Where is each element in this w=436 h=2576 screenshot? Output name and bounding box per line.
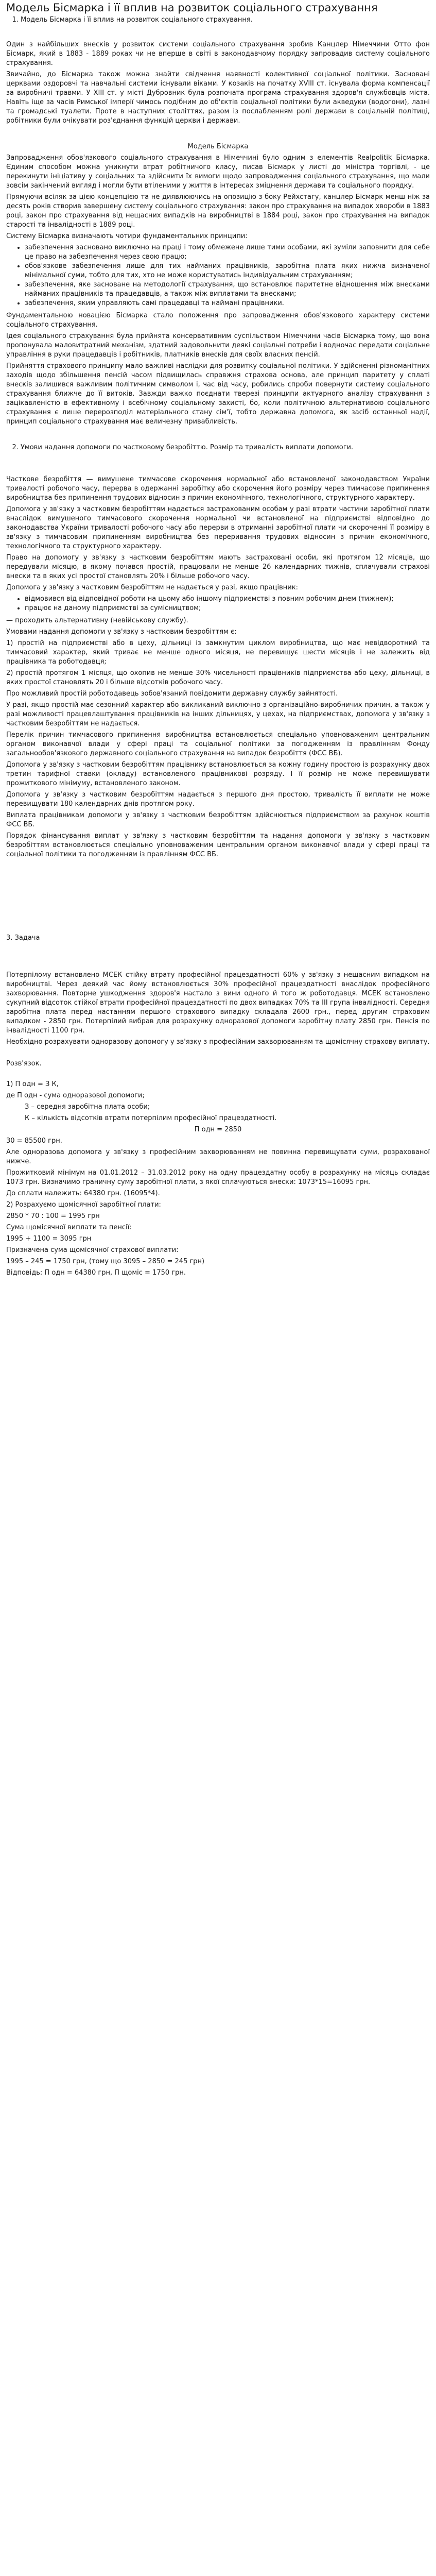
section-heading-1: 1. Модель Бісмарка і її вплив на розвиток соціального страхування. bbox=[21, 15, 430, 25]
list-item: • обов'язкове забезпечення лише для тих найманих працівників, заробітна плата яких нижча визначеної мінімальної суми, тобто для тих, хто не може користуватись індивідуальним страхуванням; bbox=[25, 262, 430, 280]
paragraph: Але одноразова допомога у зв'язку з професійним захворюванням не повинна перевищувати суми, розрахованої нижче. bbox=[6, 1148, 430, 1165]
paragraph: — проходить альтернативну (невійськову службу). bbox=[6, 617, 188, 624]
paragraph: Допомога у зв'язку з частковим безробіттям надається застрахованим особам у разі втрати частини заробітної плати внаслідок вимушеного тимчасового скорочення нормальної чи встановленої на підприємстві відповідно до законодавства України тривалості робочого часу або перерви в отриманні заробітної плати чи скороченні її розміру в зв'язку з тимчасовим припиненням виробництва без переривання трудових відносин з причин економічного, технологічного та структурного характеру. bbox=[6, 505, 430, 550]
formula-line: Сума щомісячної виплати та пенсії: bbox=[6, 1224, 132, 1231]
section-heading-3: 3. Задача bbox=[6, 934, 40, 942]
document-title: Модель Бісмарка і її вплив на розвиток соціального страхування bbox=[6, 2, 378, 14]
subsection-title: Модель Бісмарка bbox=[187, 143, 249, 150]
paragraph: Звичайно, до Бісмарка також можна знайти свідчення наявності колективної соціальної політики. Засновані церквами оздоровчі та навчальні системи існували віками. У козаків на початку XVIII ст. існувала форма компенсації за виробничі травми. У XIII ст. у місті Дубровник була розпочата програма страхування здоров'я службовців міста. Навіть іще за часів Римської імперії чимось подібним до об'єктів соціальної політики були акведуки (водогони), лазні та громадські туалети. Проте в наступних століттях, разом із послабленням ролі держави в соціальній політиці, робітники були очікувати роз'єднання функцій церкви і держави. bbox=[6, 71, 430, 125]
formula-line: де П одн - сума одноразової допомоги; bbox=[6, 1092, 145, 1099]
formula-line: К – кількість відсотків втрати потерпілим професійної працездатності. bbox=[25, 1114, 277, 1122]
paragraph: Запровадження обов'язкового соціального страхування в Німеччині було одним з елементів Realpolitik Бісмарка. Єдиним способом можна уникнути втрат робітничого класу, писав Бісмарк у листі до міністра торгівлі, - це перекинути ініціативу у соціальних та здійснити їх вимоги щодо запровадження соціального страхування, що мали зовсім закінчений вигляд і могли бути втіленими у життя в інтересах зміцнення держави та соціального порядку. bbox=[6, 154, 430, 190]
formula-line: 1995 – 245 = 1750 грн, (тому що 3095 – 2850 = 245 грн) bbox=[6, 1258, 205, 1265]
formula-line: З – середня заробітна плата особи; bbox=[25, 1103, 150, 1111]
paragraph: Допомога у зв'язку з частковим безробіттям не надається у разі, якщо працівник: bbox=[6, 584, 298, 591]
paragraph: Один з найбільших внесків у розвиток системи соціального страхування зробив Канцлер Німеччини Отто фон Бісмарк, який в 1883 - 1889 роках чи не вперше в світі в законодавчому порядку запровадив систему соціального страхування. bbox=[6, 41, 430, 67]
principles-list bbox=[6, 243, 430, 308]
paragraph: Необхідно розрахувати одноразову допомогу у зв'язку з професійним захворюванням та щомісячну страхову виплату. bbox=[6, 1038, 430, 1046]
paragraph: Про можливий простій роботодавець зобов'язаний повідомити державну службу зайнятості. bbox=[6, 690, 338, 698]
paragraph: 1) простій на підприємстві або в цеху, дільниці із замкнутим циклом виробництва, що має невідворотний та тимчасовий характер, який триває не менше одного місяця, не перевищує шести місяців і не залежить від працівника та роботодавця; bbox=[6, 639, 430, 666]
paragraph: Прямуючи всіляк за цією концепцією та не диявлюючись на опозицію з боку Рейхстагу, канцлер Бісмарк менш ніж за десять років створив завершену систему соціального страхування: закон про страхування на випадок хвороби в 1883 році, закон про страхування від нещасних випадків на виробництві в 1884 році, закон про страхування на випадок старості та інвалідності в 1889 році. bbox=[6, 193, 430, 229]
formula-line: 2) Розрахуємо щомісячної заробітної плати: bbox=[6, 1201, 161, 1209]
section-heading-list bbox=[6, 15, 430, 25]
formula-line: 30 = 85500 грн. bbox=[6, 1137, 62, 1145]
paragraph: Ідея соціального страхування була прийнята консервативним суспільством Німеччини часів Бісмарка тому, що вона пропонувала маловитратний механізм, здатний задовольнити деякі соціальні потреби і водночас передати соціальне управління в руки працедавців і робітників, платників внесків для своїх власних пенсій. bbox=[6, 332, 430, 359]
paragraph: Умовами надання допомоги у зв'язку з частковим безробіттям є: bbox=[6, 628, 237, 636]
list-item: • забезпечення, яке засноване на методології страхування, що встановлює паритетне відношення між внесками найманих працівників та працедавців, а також між виплатами та внесками; bbox=[25, 280, 430, 299]
paragraph: Фундаментальною новацією Бісмарка стало положення про запровадження обов'язкового характеру системи соціального страхування. bbox=[6, 312, 430, 329]
paragraph: Потерпілому встановлено МСЕК стійку втрату професійної працездатності 60% у зв'язку з нещасним випадком на виробництві. Через деякий час йому встановлюється 30% професійної працездатності внаслідок професійного захворювання. Повторне ушкодження здоров'я настало з вини одного й того ж роботодавця. МСЕК встановлено сукупний відсоток стійкої втрати професійної працездатності по двох випадках 70% та ІІІ група інвалідності. Середня заробітна плата перед настанням першого страхового випадку складала 2600 грн., перед другим страховим випадком - 2850 грн. Потерпілий вибрав для розрахунку одноразової допомоги заробітну плату 2850 грн. Пенсія по інвалідності 1100 грн. bbox=[6, 971, 430, 1035]
paragraph: У разі, якщо простій має сезонний характер або викликаний виключно з організаційно-виробничих причин, а також у разі можливості працевлаштування працівників на інших дільницях, у цехах, на підприємствах, допомога у зв'язку з частковим безробіттям не надається. bbox=[6, 701, 430, 727]
formula-line: 2850 * 70 : 100 = 1995 грн bbox=[6, 1212, 100, 1220]
list-item: • забезпечення, яким управляють самі працедавці та наймані працівники. bbox=[25, 299, 430, 308]
list-item: • відмовився від відповідної роботи на цьому або іншому підприємстві з повним робочим днем (тижнем); bbox=[25, 595, 430, 604]
list-item: • забезпечення засновано виключно на праці і тому обмежене лише тими особами, які зуміли заповнити для себе це право на забезпечення через свою працю; bbox=[25, 243, 430, 262]
paragraph: Часткове безробіття — вимушене тимчасове скорочення нормальної або встановленої законодавством України тривалості робочого часу, перерва в одержанні заробітку або скорочення його розміру через тимчасове припинення виробництва без припинення трудових відносин з причин економічного, технологічного, структурного характеру. bbox=[6, 476, 430, 502]
paragraph: Виплата працівникам допомоги у зв'язку з частковим безробіттям здійснюється підприємством за рахунок коштів ФСС ВБ. bbox=[6, 811, 430, 828]
paragraph: Допомога у зв'язку з частковим безробіттям працівнику встановлюється за кожну годину простою із розрахунку двох третин тарифної ставки (окладу) встановленого працівникові розряду. І її розмір не може перевищувати прожиткового мінімуму, встановленого законом. bbox=[6, 761, 430, 787]
paragraph: Прийняття страхового принципу мало важливі наслідки для розвитку соціальної політики. У здійсненні різноманітних заходів щодо збільшення пенсій часом підвищилась справжня страхова основа, але принцип паритету у сплаті внесків залишився важливим політичним символом і, час від часу, робились спроби повернути систему соціального страхування ближче до її витоків. Завжди важко поєднати тверезі принципи актуарного аналізу страхування з зацікавленістю в ефективному і всебічному соціальному захисті, бо, коли політичною альтернативою соціального страхування є лише перерозподіл матеріального стану сім'ї, тобто державна допомога, як засіб останньої надії, принцип соціального страхування має величезну привабливість. bbox=[6, 362, 430, 426]
list-item: • працює на даному підприємстві за сумісництвом; bbox=[25, 604, 430, 613]
formula-line: До сплати належить: 64380 грн. (16095*4). bbox=[6, 1190, 160, 1197]
paragraph: Систему Бісмарка визначають чотири фундаментальних принципи: bbox=[6, 232, 248, 240]
paragraph: Перелік причин тимчасового припинення виробництва встановлюється спеціально уповноваженим центральним органом виконавчої влади у сфері праці та соціальної політики за погодженням із правлінням Фонду загальнообов'язкового державного соціального страхування на випадок безробіття (ФСС ВБ). bbox=[6, 731, 430, 757]
paragraph: Прожитковий мінімум на 01.01.2012 – 31.03.2012 року на одну працездатну особу в розрахунку на місяць складає 1073 грн. Визначимо граничну суму заробітної плати, з якої сплачуються внески: 1073*15=16095 грн. bbox=[6, 1169, 430, 1186]
paragraph: Право на допомогу у зв'язку з частковим безробіттям мають застраховані особи, які протягом 12 місяців, що передували місяцю, в якому почався простій, працювали не менше 26 календарних тижнів, сплачували страхові внески та в яких усі простої становлять 20% і більше робочого часу. bbox=[6, 554, 430, 580]
formula-line: 1995 + 1100 = 3095 грн bbox=[6, 1235, 92, 1243]
answer-line: Відповідь: П одн = 64380 грн, П щоміс = 1750 грн. bbox=[6, 1269, 186, 1277]
paragraph: 2) простій протягом 1 місяця, що охопив не менше 30% чисельності працівників підприємства або цеху, дільниці, в яких простої становлять 20 і більше відсотків робочого часу. bbox=[6, 669, 430, 686]
section-heading-2: 2. Умови надання допомоги по частковому безробіттю. Розмір та тривалість виплати допомоги. bbox=[21, 443, 430, 452]
section-heading-list bbox=[6, 443, 430, 452]
formula-line: 1) П одн = З К, bbox=[6, 1080, 59, 1088]
solution-label: Розв'язок. bbox=[6, 1060, 42, 1067]
formula-line: Призначена сума щомісячної страхової виплати: bbox=[6, 1246, 179, 1254]
not-granted-list bbox=[6, 595, 430, 613]
paragraph: Порядок фінансування виплат у зв'язку з частковим безробіттям та надання допомоги у зв'язку з частковим безробіттям встановлюється спеціально уповноваженим центральним органом виконавчої влади у сфері праці та соціальної політики та погодженням із правлінням ФСС ВБ. bbox=[6, 832, 430, 858]
formula-line: П одн = 2850 bbox=[194, 1126, 242, 1133]
paragraph: Допомога у зв'язку з частковим безробіттям надається з першого дня простою, тривалість її виплати не може перевищувати 180 календарних днів протягом року. bbox=[6, 791, 430, 808]
